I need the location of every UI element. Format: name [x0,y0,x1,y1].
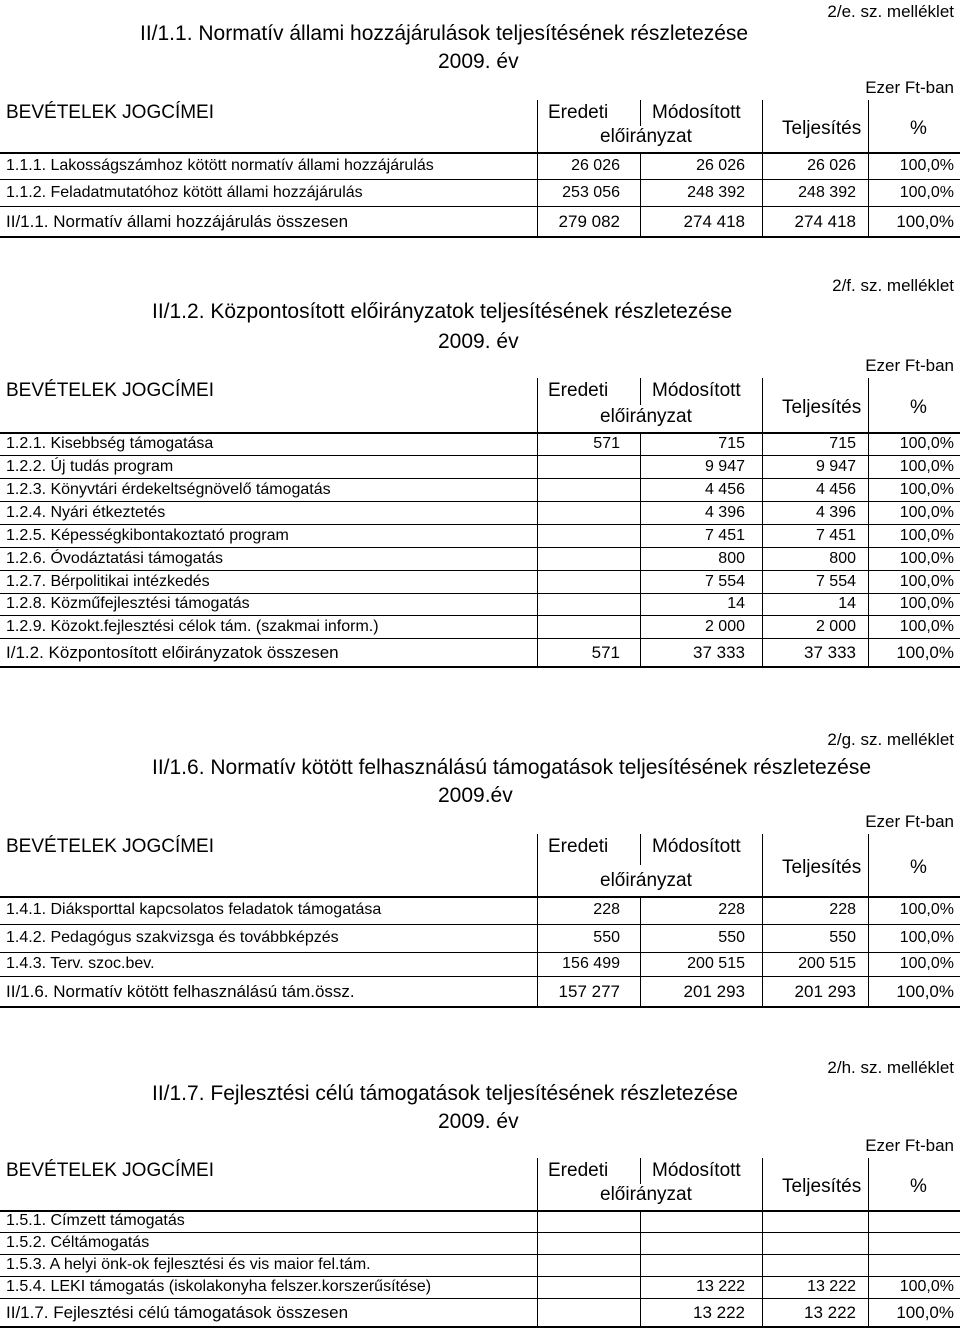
cell-performance: 37 333 [804,643,856,662]
cell-modified: 800 [718,550,745,567]
header-original: Eredeti [548,102,609,123]
cell-performance: 13 222 [807,1278,856,1295]
row-divider [762,1298,763,1326]
row-label: 1.5.1. Címzett támogatás [6,1212,185,1229]
header-appropriation: előirányzat [600,406,692,427]
header-label: BEVÉTELEK JOGCÍMEI [6,1160,214,1181]
cell-percent: 100,0% [899,527,954,544]
row-divider [640,638,641,666]
row-label: 1.2.1. Kisebbség támogatása [6,435,214,452]
row-divider [868,1254,869,1276]
cell-performance: 200 515 [798,955,856,972]
row-divider [868,179,869,206]
cell-modified: 201 293 [683,982,745,1001]
table-header [0,100,960,154]
section-year: 2009.év [438,784,513,807]
row-divider [762,179,763,206]
cell-performance: 201 293 [794,982,856,1001]
row-divider [762,615,763,638]
row-divider [537,179,538,206]
cell-percent: 100,0% [899,595,954,612]
row-divider [762,924,763,952]
cell-modified: 14 [727,595,745,612]
cell-percent: 100,0% [896,1303,954,1322]
row-divider [762,1232,763,1254]
header-divider [537,834,538,896]
cell-performance: 14 [838,595,856,612]
cell-percent: 100,0% [899,184,954,201]
row-divider [537,547,538,570]
header-original: Eredeti [548,1160,609,1181]
header-divider [868,1158,869,1210]
total-label: I/1.2. Központosított előirányzatok összesen [6,643,339,662]
row-divider [640,206,641,236]
table-row [0,1276,960,1299]
row-divider [762,547,763,570]
row-label: 1.4.3. Terv. szoc.bev. [6,955,155,972]
header-divider [640,1158,641,1184]
row-divider [640,593,641,615]
header-performance: Teljesítés [782,1176,862,1197]
row-divider [868,478,869,501]
annex-label: 2/h. sz. melléklet [827,1058,954,1077]
section-title: II/1.1. Normatív állami hozzájárulások teljesítésének részletezése [140,22,749,45]
section-title: II/1.6. Normatív kötött felhasználású támogatások teljesítésének részletezése [152,756,872,779]
row-divider [537,593,538,615]
row-divider [868,615,869,638]
row-divider [762,593,763,615]
cell-performance: 7 451 [815,527,856,544]
cell-percent: 100,0% [899,618,954,635]
cell-modified: 7 451 [704,527,745,544]
header-divider [762,1158,763,1210]
cell-performance: 2 000 [815,618,856,635]
cell-original: 157 277 [558,982,620,1001]
unit-label: Ezer Ft-ban [865,1136,954,1155]
table-row [0,478,960,502]
table-row [0,1232,960,1255]
cell-performance: 274 418 [794,212,856,231]
cell-original: 571 [593,435,620,452]
cell-original: 26 026 [571,157,620,174]
header-divider [640,378,641,405]
cell-performance: 9 947 [815,458,856,475]
unit-label: Ezer Ft-ban [865,78,954,97]
header-percent: % [910,1176,927,1197]
header-percent: % [910,857,927,878]
cell-performance: 26 026 [807,157,856,174]
header-modified: Módosított [652,380,741,401]
row-label: 1.2.9. Közokt.fejlesztési célok tám. (szakmai inform.) [6,618,379,635]
row-divider [537,432,538,455]
header-divider [868,834,869,896]
row-divider [640,570,641,593]
cell-percent: 100,0% [899,929,954,946]
row-divider [537,478,538,501]
cell-percent: 100,0% [899,955,954,972]
row-divider [868,1232,869,1254]
annex-label: 2/f. sz. melléklet [832,276,954,295]
section-year: 2009. év [438,330,519,353]
cell-original: 228 [593,901,620,918]
cell-modified: 9 947 [704,458,745,475]
header-label: BEVÉTELEK JOGCÍMEI [6,836,214,857]
table-row [0,1254,960,1277]
cell-performance: 800 [829,550,856,567]
row-divider [868,896,869,924]
row-divider [868,976,869,1006]
row-divider [640,1298,641,1326]
header-divider [537,1158,538,1210]
header-original: Eredeti [548,380,609,401]
row-divider [537,501,538,524]
header-divider [762,100,763,152]
cell-percent: 100,0% [899,901,954,918]
cell-modified: 7 554 [704,573,745,590]
header-appropriation: előirányzat [600,870,692,891]
row-divider [640,952,641,976]
cell-original: 279 082 [558,212,620,231]
row-divider [640,524,641,547]
header-modified: Módosított [652,836,741,857]
row-divider [640,455,641,478]
row-label: 1.1.2. Feladatmutatóhoz kötött állami hozzájárulás [6,184,363,201]
row-divider [762,976,763,1006]
row-label: 1.1.1. Lakosságszámhoz kötött normatív állami hozzájárulás [6,157,434,174]
row-divider [868,455,869,478]
cell-performance: 13 222 [804,1303,856,1322]
row-divider [868,152,869,179]
cell-original: 571 [591,643,620,662]
row-divider [640,501,641,524]
row-divider [762,455,763,478]
row-label: 1.2.4. Nyári étkeztetés [6,504,166,521]
annex-label: 2/g. sz. melléklet [827,730,954,749]
table-row [0,455,960,479]
header-appropriation: előirányzat [600,126,692,147]
cell-modified: 37 333 [693,643,745,662]
header-divider [762,378,763,432]
header-label: BEVÉTELEK JOGCÍMEI [6,102,214,123]
row-label: 1.2.8. Közműfejlesztési támogatás [6,595,250,612]
header-divider [640,100,641,126]
row-divider [640,478,641,501]
section-year: 2009. év [438,50,519,73]
cell-modified: 4 396 [704,504,745,521]
cell-modified: 13 222 [696,1278,745,1295]
cell-percent: 100,0% [899,550,954,567]
cell-modified: 248 392 [687,184,745,201]
row-divider [537,524,538,547]
row-divider [762,638,763,666]
table-row [0,547,960,571]
row-divider [640,179,641,206]
row-divider [762,501,763,524]
row-divider [762,152,763,179]
table-row [0,952,960,977]
row-divider [537,1210,538,1232]
row-divider [868,1298,869,1326]
row-divider [640,432,641,455]
row-divider [537,1298,538,1326]
header-percent: % [910,397,927,418]
total-row [0,206,960,238]
cell-percent: 100,0% [899,435,954,452]
header-original: Eredeti [548,836,609,857]
row-divider [868,593,869,615]
cell-performance: 228 [829,901,856,918]
cell-percent: 100,0% [899,157,954,174]
table-row [0,179,960,207]
total-label: II/1.1. Normatív állami hozzájárulás összesen [6,212,349,231]
cell-modified: 715 [718,435,745,452]
row-divider [868,1276,869,1298]
cell-performance: 715 [829,435,856,452]
row-divider [640,547,641,570]
row-label: 1.5.2. Céltámogatás [6,1234,150,1251]
row-divider [537,455,538,478]
unit-label: Ezer Ft-ban [865,812,954,831]
cell-performance: 7 554 [815,573,856,590]
header-divider [762,834,763,896]
row-label: 1.5.4. LEKI támogatás (iskolakonyha felszer.korszerűsítése) [6,1278,432,1295]
row-divider [537,1232,538,1254]
header-divider [868,378,869,432]
header-label: BEVÉTELEK JOGCÍMEI [6,380,214,401]
cell-original: 550 [593,929,620,946]
row-divider [762,952,763,976]
cell-original: 156 499 [562,955,620,972]
table-row [0,152,960,180]
cell-modified: 274 418 [683,212,745,231]
row-divider [537,615,538,638]
row-divider [640,976,641,1006]
row-divider [868,952,869,976]
row-divider [537,1254,538,1276]
row-label: 1.2.7. Bérpolitikai intézkedés [6,573,210,590]
row-divider [640,1276,641,1298]
total-row [0,638,960,668]
total-row [0,1298,960,1328]
section-title: II/1.7. Fejlesztési célú támogatások teljesítésének részletezése [152,1082,738,1105]
cell-original: 253 056 [562,184,620,201]
row-divider [868,1210,869,1232]
cell-percent: 100,0% [899,573,954,590]
total-row [0,976,960,1008]
table-row [0,593,960,616]
header-modified: Módosított [652,102,741,123]
row-divider [868,501,869,524]
row-divider [762,896,763,924]
section-year: 2009. év [438,1110,519,1133]
total-label: II/1.7. Fejlesztési célú támogatások összesen [6,1303,349,1322]
table-row [0,896,960,925]
row-divider [537,152,538,179]
row-label: 1.2.2. Új tudás program [6,458,174,475]
cell-percent: 100,0% [896,212,954,231]
cell-percent: 100,0% [899,504,954,521]
cell-modified: 550 [718,929,745,946]
row-divider [868,524,869,547]
header-divider [868,100,869,152]
row-divider [537,570,538,593]
header-divider [537,378,538,432]
header-percent: % [910,118,927,139]
row-divider [868,638,869,666]
cell-percent: 100,0% [899,458,954,475]
cell-performance: 248 392 [798,184,856,201]
row-divider [537,952,538,976]
row-label: 1.5.3. A helyi önk-ok fejlesztési és vis maior fel.tám. [6,1256,371,1273]
cell-percent: 100,0% [899,1278,954,1295]
cell-percent: 100,0% [896,643,954,662]
table-row [0,924,960,953]
row-divider [868,432,869,455]
row-divider [537,924,538,952]
row-divider [537,206,538,236]
header-appropriation: előirányzat [600,1184,692,1205]
row-divider [762,1276,763,1298]
row-label: 1.2.5. Képességkibontakoztató program [6,527,289,544]
table-row [0,524,960,548]
row-divider [868,924,869,952]
table-row [0,501,960,525]
cell-modified: 2 000 [704,618,745,635]
table-row [0,615,960,639]
table-row [0,432,960,456]
header-divider [537,100,538,152]
row-divider [640,896,641,924]
row-divider [762,1210,763,1232]
row-divider [537,1276,538,1298]
row-divider [868,547,869,570]
header-performance: Teljesítés [782,118,862,139]
total-label: II/1.6. Normatív kötött felhasználású tám.össz. [6,982,355,1001]
row-divider [640,1232,641,1254]
cell-performance: 4 456 [815,481,856,498]
cell-percent: 100,0% [899,481,954,498]
row-divider [762,206,763,236]
row-divider [762,432,763,455]
row-divider [762,1254,763,1276]
header-performance: Teljesítés [782,397,862,418]
header-performance: Teljesítés [782,857,862,878]
row-divider [868,206,869,236]
cell-modified: 13 222 [693,1303,745,1322]
row-divider [762,524,763,547]
header-modified: Módosított [652,1160,741,1181]
cell-modified: 26 026 [696,157,745,174]
cell-performance: 550 [829,929,856,946]
section-title: II/1.2. Központosított előirányzatok teljesítésének részletezése [152,300,733,323]
cell-modified: 4 456 [704,481,745,498]
row-divider [537,896,538,924]
table-header [0,1158,960,1212]
row-divider [762,478,763,501]
row-label: 1.2.6. Óvodáztatási támogatás [6,550,224,567]
row-label: 1.4.2. Pedagógus szakvizsga és továbbképzés [6,929,339,946]
row-divider [762,570,763,593]
table-row [0,570,960,594]
row-divider [537,976,538,1006]
cell-modified: 200 515 [687,955,745,972]
row-divider [640,924,641,952]
row-label: 1.4.1. Diáksporttal kapcsolatos feladatok támogatása [6,901,382,918]
cell-performance: 4 396 [815,504,856,521]
table-header [0,378,960,434]
row-divider [640,615,641,638]
unit-label: Ezer Ft-ban [865,356,954,375]
cell-percent: 100,0% [896,982,954,1001]
row-label: 1.2.3. Könyvtári érdekeltségnövelő támogatás [6,481,331,498]
header-divider [640,834,641,865]
row-divider [640,152,641,179]
row-divider [868,570,869,593]
row-divider [640,1210,641,1232]
row-divider [537,638,538,666]
table-row [0,1210,960,1233]
row-divider [640,1254,641,1276]
cell-modified: 228 [718,901,745,918]
annex-label: 2/e. sz. melléklet [827,2,954,21]
table-header [0,834,960,898]
